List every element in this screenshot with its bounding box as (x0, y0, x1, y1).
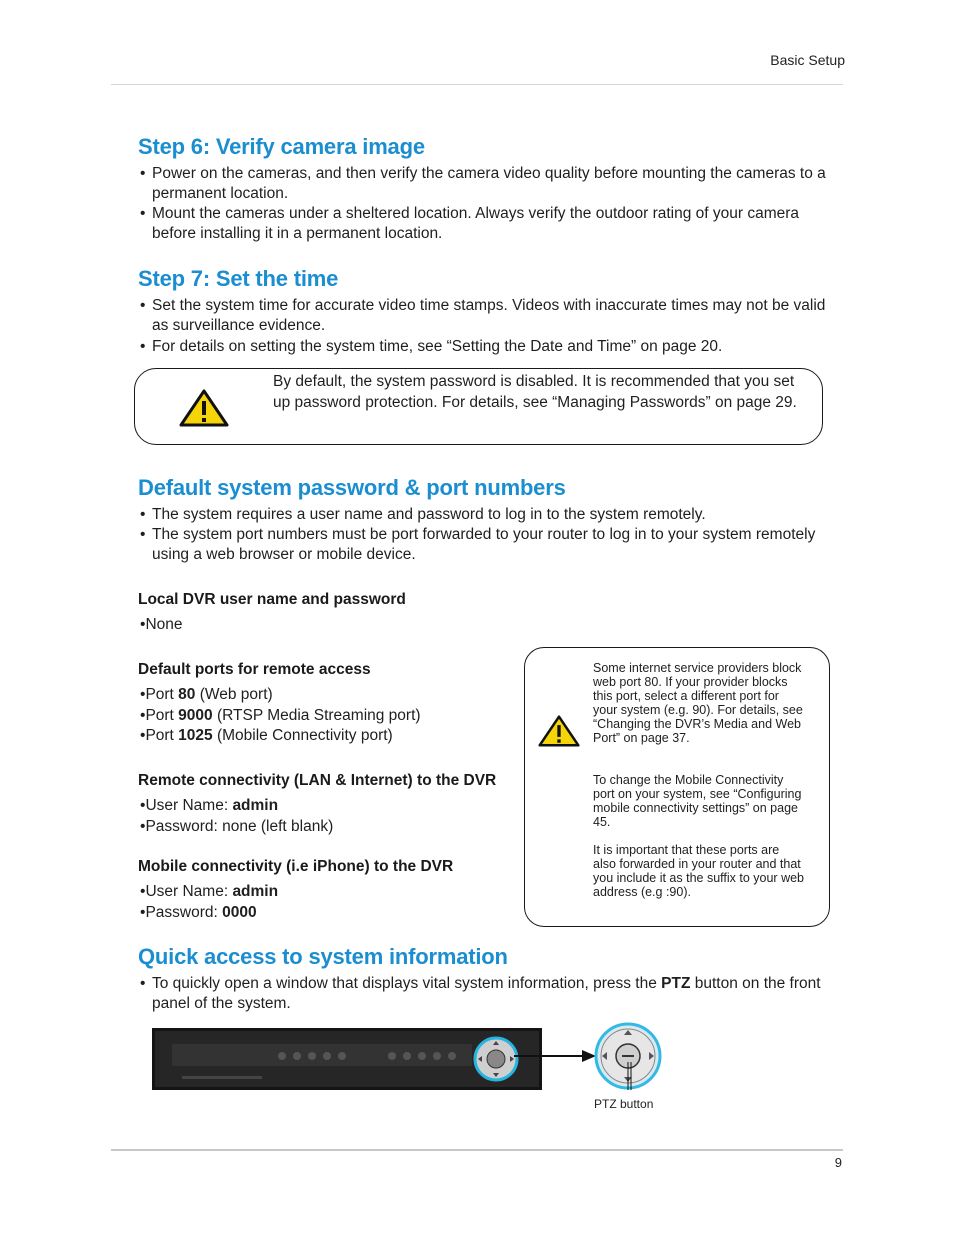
quick-text: button on the front panel of the system. (152, 975, 821, 1012)
list-item (140, 882, 520, 903)
remote-heading: Remote connectivity (LAN & Internet) to the DVR (138, 772, 497, 789)
ports-list (140, 685, 520, 747)
list-item (140, 903, 520, 924)
mobile-heading: Mobile connectivity (i.e iPhone) to the DVR (138, 858, 454, 875)
list-item: • The system port numbers must be port forwarded to your router to log in to your system remotely using a web browser or mobile device. (140, 525, 845, 565)
list-item (140, 974, 845, 1014)
user-label: User Name: (145, 883, 233, 900)
ports-note-paragraph: It is important that these ports are also forwarded in your router and that you include it as the suffix to your web address (e.g :90). (593, 843, 804, 899)
step7-heading: Step 7: Set the time (138, 266, 339, 291)
step6-heading: Step 6: Verify camera image (138, 134, 425, 159)
user-label: User Name: (145, 797, 233, 814)
port-prefix: Port (145, 727, 179, 744)
ports-note-paragraph: Some internet service providers block web port 80. If your provider blocks this port, select a different port for your system (e.g. 90). For details, see “Changing the DVR’s Media and Web Port” on page 37. (593, 661, 803, 745)
footer-rule (111, 1149, 843, 1151)
port-number: 80 (178, 686, 196, 703)
pass-value: 0000 (222, 903, 257, 921)
list-item: • None (140, 615, 520, 636)
password-note-text: By default, the system password is disabled. It is recommended that you set up password protection. For details, see “Managing Passwords” on page 29. (273, 373, 797, 411)
quick-access-heading: Quick access to system information (138, 944, 508, 969)
list-item: • The system requires a user name and password to log in to the system remotely. (140, 505, 845, 525)
list-item: • Mount the cameras under a sheltered location. Always verify the outdoor rating of your camera before installing it in a permanent location. (140, 204, 845, 244)
page-number: 9 (834, 1155, 842, 1170)
arrow-right-icon (514, 1048, 598, 1064)
defaults-bullets (140, 505, 845, 565)
list-item: • Power on the cameras, and then verify the camera video quality before mounting the cameras to a permanent location. (140, 164, 845, 204)
user-value: admin (232, 883, 279, 900)
port-number: 9000 (178, 706, 213, 724)
port-prefix: Port (145, 706, 179, 724)
list-item (140, 706, 520, 727)
ports-note-paragraph: To change the Mobile Connectivity port on your system, see “Configuring mobile connectivity settings” on page 45. (593, 773, 802, 829)
warning-icon (179, 389, 229, 432)
remote-list (140, 796, 520, 837)
port-desc: (Web port) (195, 686, 273, 703)
ports-note (524, 647, 830, 927)
ptz-button-label: PTZ button (594, 1097, 654, 1111)
local-dvr-heading: Local DVR user name and password (138, 591, 406, 608)
defaults-heading: Default system password & port numbers (138, 475, 566, 500)
dvr-front-panel-image (152, 1028, 542, 1090)
password-note (134, 368, 823, 445)
port-number: 1025 (178, 727, 213, 744)
local-dvr-list (140, 615, 520, 636)
list-item (140, 796, 520, 817)
port-desc: (Mobile Connectivity port) (212, 727, 393, 744)
mobile-list (140, 882, 520, 923)
pass-label: Password: (145, 903, 223, 921)
port-desc: (RTSP Media Streaming port) (212, 706, 421, 724)
ports-heading: Default ports for remote access (138, 661, 371, 678)
warning-icon (538, 715, 580, 752)
list-item (140, 685, 520, 706)
header-rule (111, 84, 843, 85)
quick-text: To quickly open a window that displays vital system information, press the (152, 975, 662, 992)
list-item: • For details on setting the system time, see “Setting the Date and Time” on page 20. (140, 337, 845, 357)
user-value: admin (232, 797, 279, 814)
step7-bullets (140, 296, 845, 357)
list-item: • Password: none (left blank) (140, 817, 520, 838)
port-prefix: Port (145, 686, 179, 703)
step6-bullets (140, 164, 845, 244)
quick-text-bold: PTZ (661, 975, 691, 992)
quick-access-bullets (140, 974, 845, 1014)
list-item (140, 726, 520, 747)
running-header: Basic Setup (770, 52, 845, 68)
list-item: • Set the system time for accurate video time stamps. Videos with inaccurate times may not be valid as surveillance evidence. (140, 296, 845, 336)
ptz-control-zoom-icon (594, 1022, 662, 1090)
